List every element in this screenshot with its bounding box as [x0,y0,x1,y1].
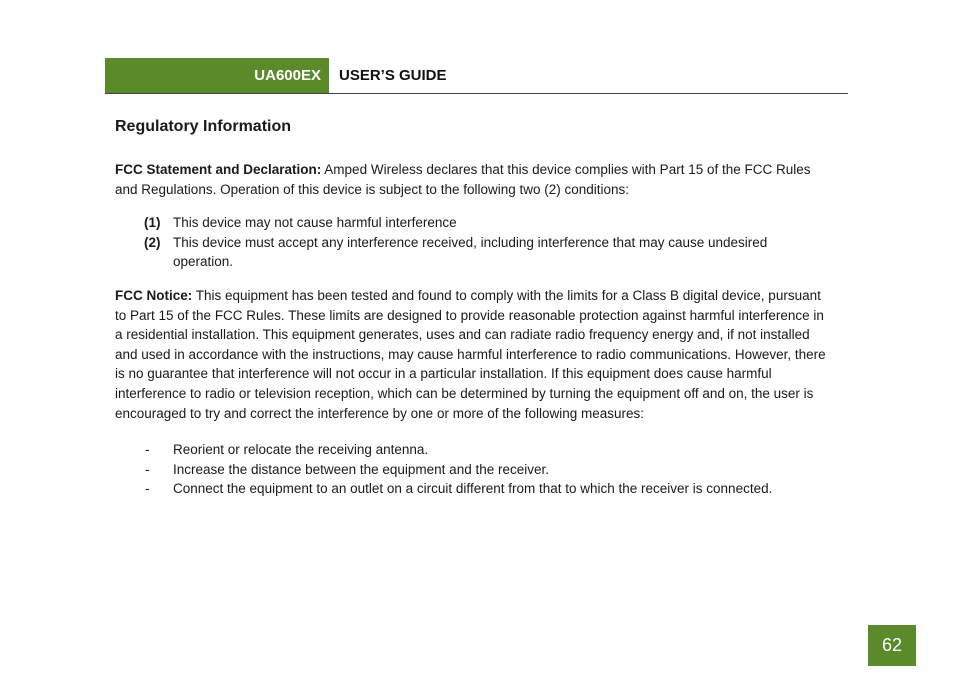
fcc-statement-lead: FCC Statement and Declaration: [115,162,322,177]
header-model-label: UA600EX [254,67,321,84]
measure-marker: - [145,461,150,477]
fcc-notice-lead: FCC Notice: [115,287,193,303]
measures-list [115,440,830,499]
header-guide-label: USER’S GUIDE [339,67,447,84]
conditions-list [115,213,830,272]
measure-marker: - [145,442,150,458]
condition-text: This device must accept any interference received, including interference that may cause undesired operation. [173,234,768,270]
measure-marker: - [145,481,150,497]
condition-item [115,213,830,233]
measure-text: Reorient or relocate the receiving antenna. [173,442,429,458]
section-title: Regulatory Information [115,118,292,135]
page-number-badge [868,625,916,666]
page-number: 62 [881,635,903,655]
fcc-notice-text: This equipment has been tested and found to comply with the limits for a Class B digital device, pursuant to Part 15 of the FCC Rules. These limits are designed to provide reasonable protection against harmful interference in a residential installation. This equipment generates, uses and can radiate radio frequency energy and, if not installed and used in accordance with the instructions, may cause harmful interference to radio communications. However, there is no guarantee that interference will not occur in a particular installation. If this equipment does cause harmful interference to radio or television reception, which can be determined by turning the equipment off and on, the user is encouraged to try and correct the interference by one or more of the following measures: [115,287,826,421]
fcc-notice-paragraph [115,286,830,423]
condition-text: This device may not cause harmful interference [173,215,457,231]
measure-item [115,479,830,499]
header-divider [105,93,848,94]
measure-text: Connect the equipment to an outlet on a circuit different from that to which the receiver is connected. [173,481,773,497]
measure-text: Increase the distance between the equipment and the receiver. [173,461,549,477]
condition-marker: (1) [144,215,161,231]
page-content [115,116,830,499]
header-model-bar [105,58,329,93]
condition-item [115,233,830,272]
measure-item [115,440,830,460]
measure-item [115,460,830,480]
fcc-statement-paragraph [115,160,830,199]
condition-marker: (2) [144,234,161,250]
page-header [105,58,848,94]
fcc-statement-text: Amped Wireless declares that this device complies with Part 15 of the FCC Rules and Regulations. Operation of this device is subject to the following two (2) conditions: [115,162,811,197]
